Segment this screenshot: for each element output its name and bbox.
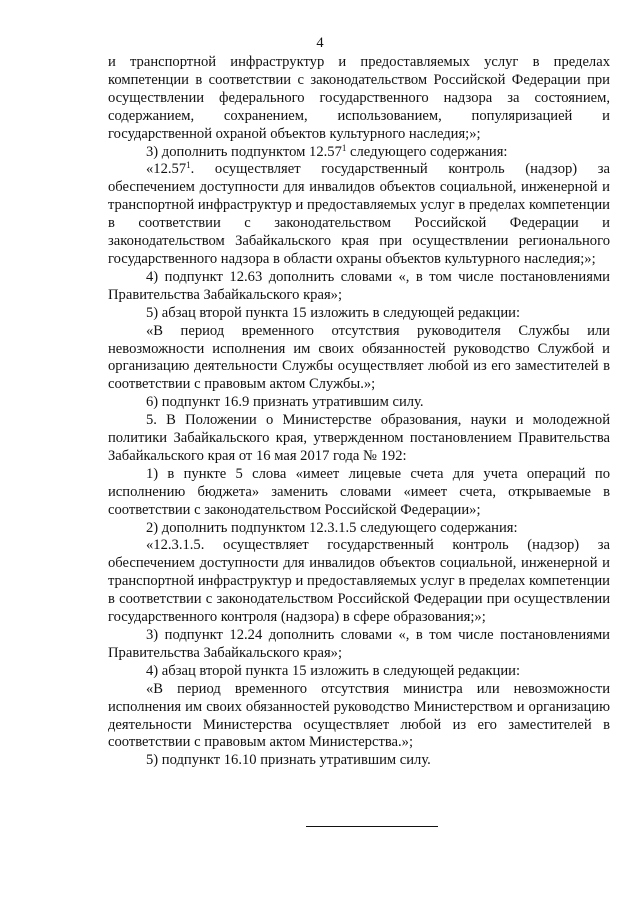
paragraph: 5) абзац второй пункта 15 изложить в следующей редакции: xyxy=(146,304,521,321)
paragraph: «В период временного отсутствия министра или невозможности исполнения им своих обязанностей руководство Министерством и организацию деятельности Министерства осуществляет любой из его заместителей в соответствии с правовым актом Министерства.»; xyxy=(108,680,610,751)
paragraph: 3) дополнить подпунктом 12.57$^1$ следующего содержания: xyxy=(146,142,508,160)
paragraph: 1) в пункте 5 слова «имеет лицевые счета для учета операций по исполнению бюджета» заменить словами «имеет счета, открываемые в соответствии с законодательством Российской Федерации»; xyxy=(108,465,610,518)
paragraph: «12.57$^1$. осуществляет государственный контроль (надзор) за обеспечением доступности для инвалидов объектов социальной, инженерной и транспортной инфраструктур и предоставляемых услуг в пределах компетенции в соответствии с законодательством Российской Федерации и законодательством Забайкальского края при осуществлении регионального государственного надзора в области охраны объектов культурного наследия;»; xyxy=(108,160,610,267)
paragraph: 6) подпункт 16.9 признать утратившим силу. xyxy=(146,394,424,411)
superscript: 1 xyxy=(186,160,191,171)
paragraph: и транспортной инфраструктур и предоставляемых услуг в пределах компетенции в соответствии с законодательством Российской Федерации при осуществлении федерального государственного надзора за состоянием, содержанием, сохранением, использованием, популяризацией и государственной охраной объектов культурного наследия;»; xyxy=(108,54,610,142)
paragraph: 4) абзац второй пункта 15 изложить в следующей редакции: xyxy=(146,662,521,679)
document-body xyxy=(108,54,610,770)
paragraph: 5) подпункт 16.10 признать утратившим силу. xyxy=(146,752,431,769)
paragraph: «12.3.1.5. осуществляет государственный контроль (надзор) за обеспечением доступности для инвалидов объектов социальной, инженерной и транспортной инфраструктур и предоставляемых услуг в пределах компетенции в соответствии с законодательством Российской Федерации при осуществлении государственного контроля (надзора) в сфере образования;»; xyxy=(108,537,610,626)
end-of-text-rule xyxy=(306,826,438,827)
paragraph: 2) дополнить подпунктом 12.3.1.5 следующего содержания: xyxy=(146,519,518,536)
paragraph: 4) подпункт 12.63 дополнить словами «, в том числе постановлениями Правительства Забайкальского края»; xyxy=(108,268,610,303)
paragraph: 5. В Положении о Министерстве образования, науки и молодежной политики Забайкальского края, утвержденном постановлением Правительства Забайкальского края от 16 мая 2017 года № 192: xyxy=(108,412,610,464)
page-number: 4 xyxy=(316,35,324,51)
paragraph: 3) подпункт 12.24 дополнить словами «, в том числе постановлениями Правительства Забайкальского края»; xyxy=(108,627,610,661)
paragraph: «В период временного отсутствия руководителя Службы или невозможности исполнения им своих обязанностей руководство Службой и организацию деятельности Службы осуществляет любой из его заместителей в соответствии с правовым актом Службы.»; xyxy=(108,322,610,393)
superscript: 1 xyxy=(341,142,347,153)
